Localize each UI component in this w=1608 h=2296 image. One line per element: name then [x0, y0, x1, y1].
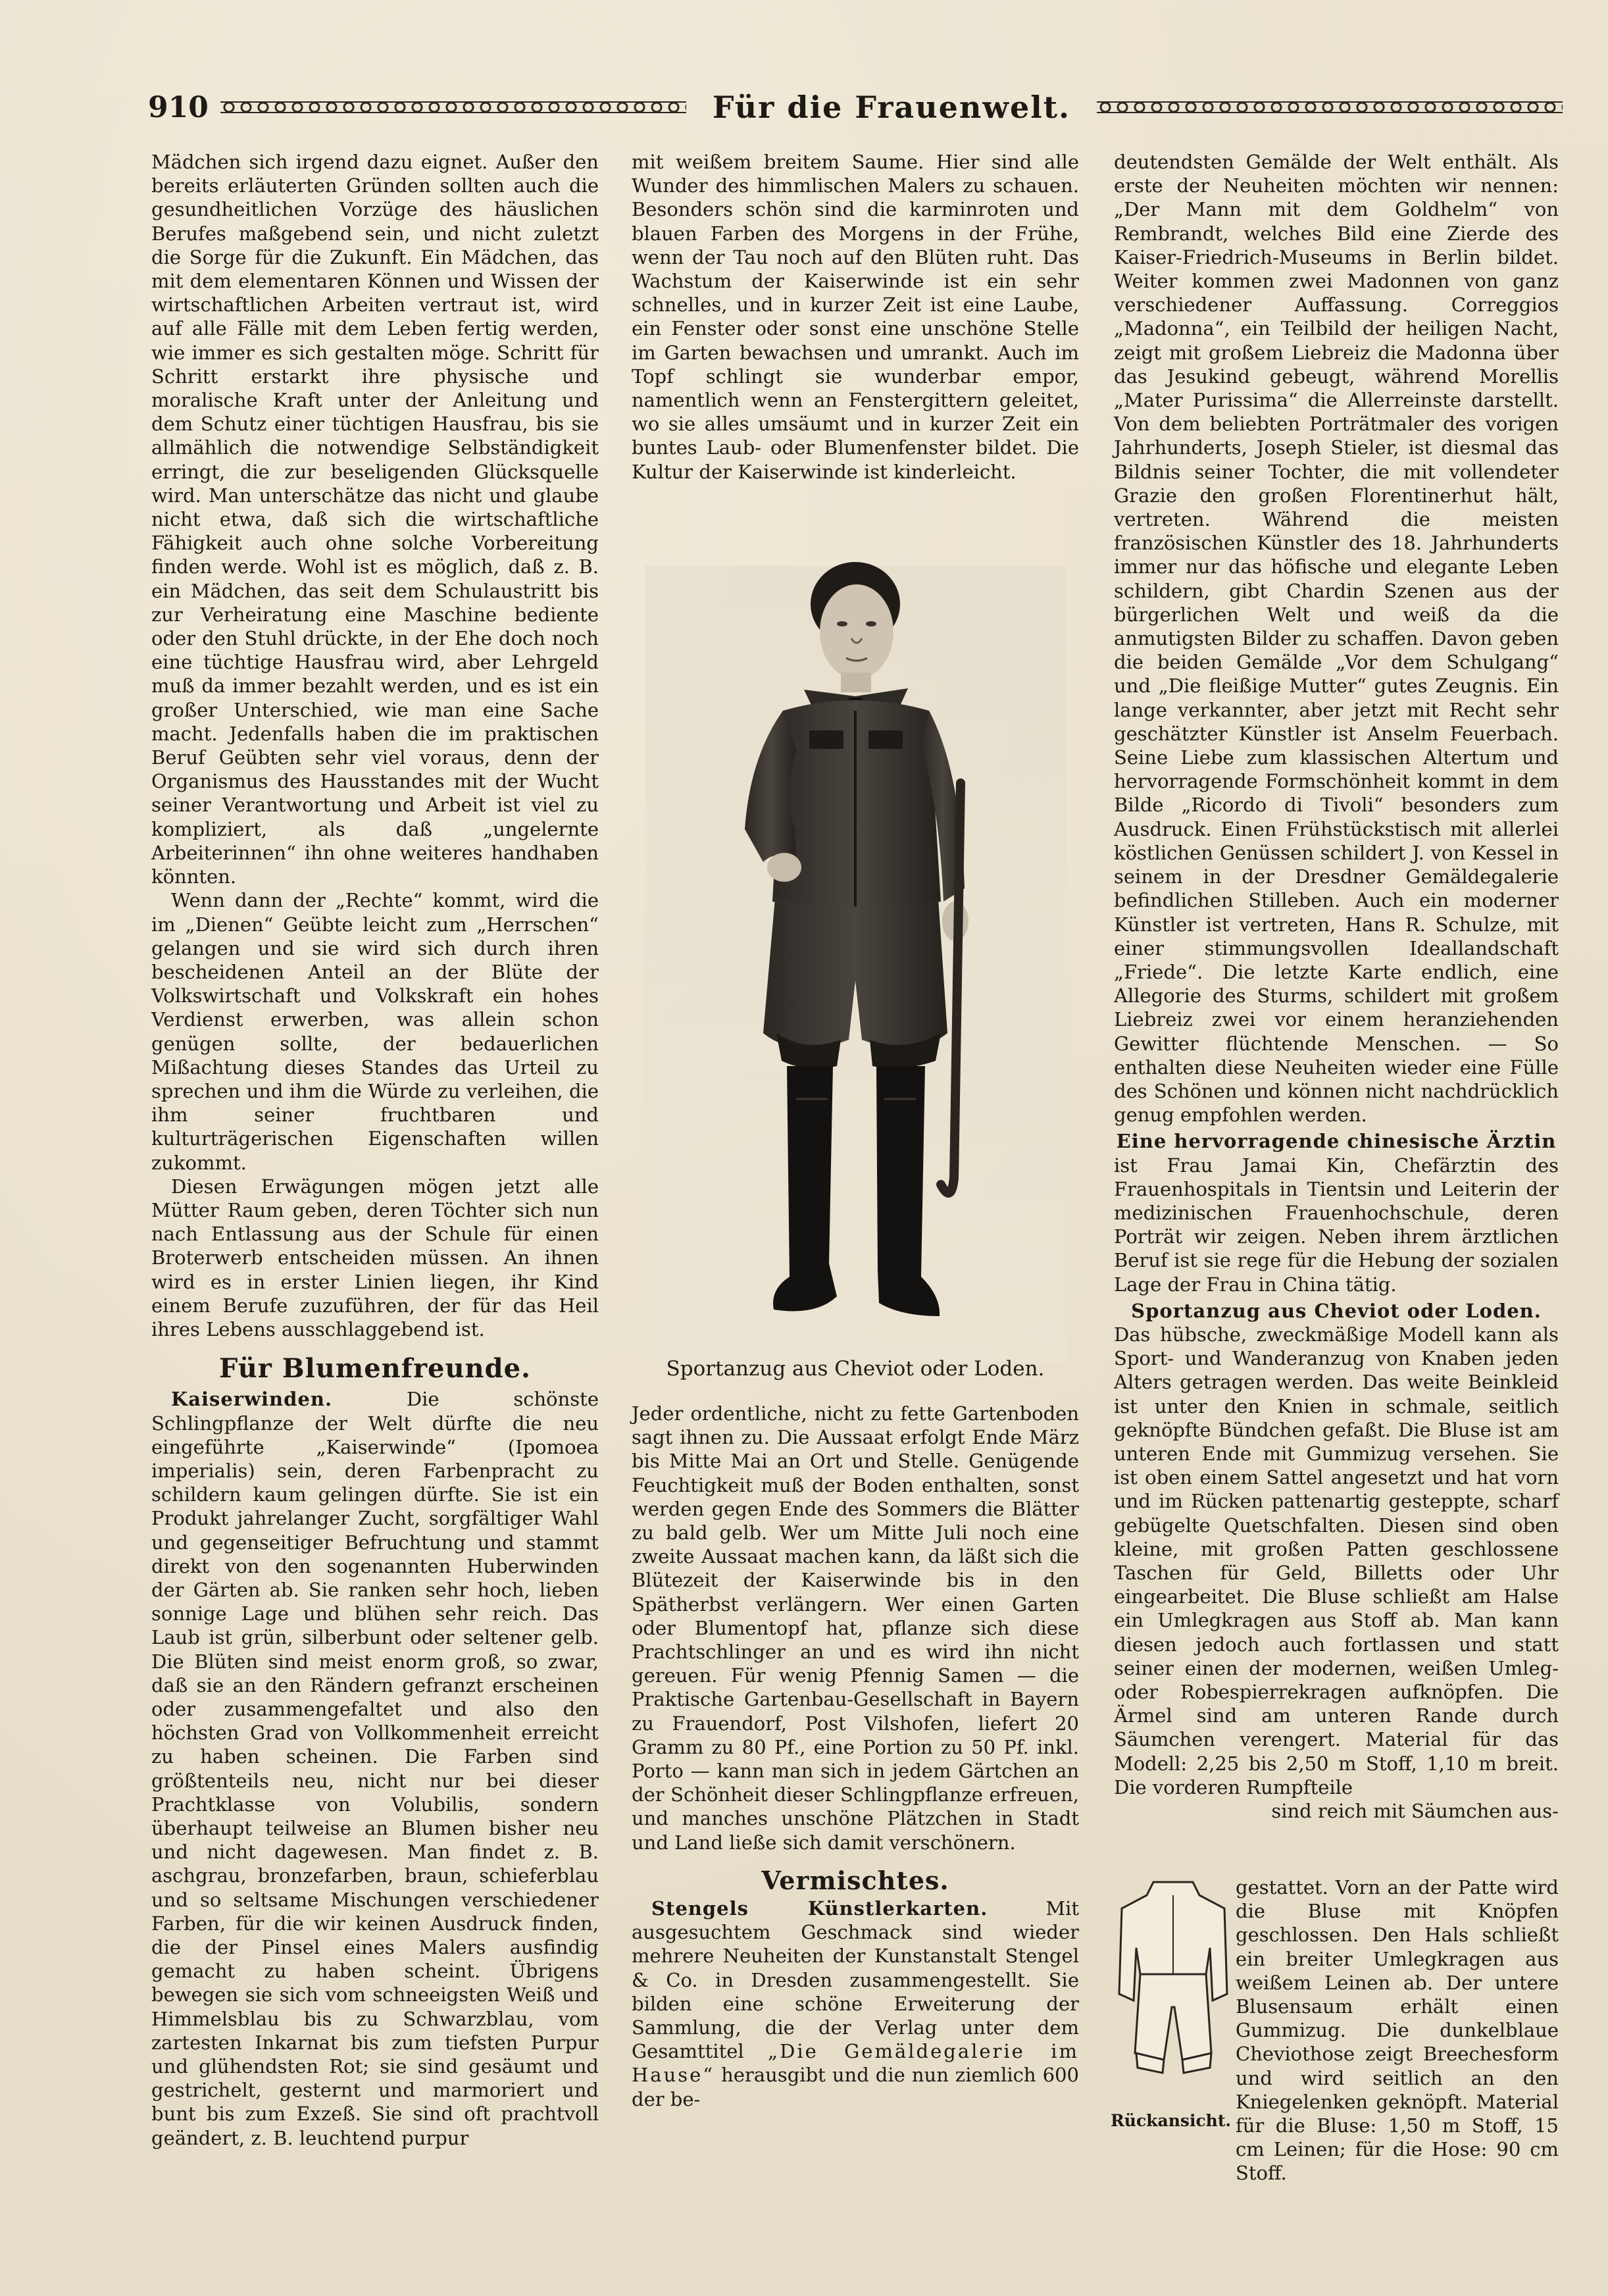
- run-in-heading: Stengels Künstlerkarten.: [651, 1897, 988, 1920]
- paragraph: [151, 1387, 599, 2150]
- paragraph: [632, 1897, 1079, 2111]
- paragraph: Mädchen sich irgend dazu eignet. Außer den bereits erläuterten Gründen sollten auch die gesundheitlichen Vorzüge des häuslichen Berufes maßgebend sein, und nicht zuletzt die Sorge für die Zukunft. Ein Mädchen, das mit dem elementaren Können und Wissen der wirtschaftlichen Arbeiten vertraut ist, wird auf alle Fälle mit dem Leben fertig werden, wie immer es sich gestalten möge. Schritt für Schritt erstarkt ihre physische und moralische Kraft unter der Anleitung und dem Schutz einer tüchtigen Hausfrau, bis sie allmählich die notwendige Selbständigkeit erringt, die zur beseligenden Glücksquelle wird. Man unterschätze das nicht und glaube nicht etwa, daß sich die wirtschaftliche Fähigkeit auch ohne solche Vorbereitung finden werde. Wohl ist es möglich, daß z. B. ein Mädchen, das seit dem Schulaustritt bis zur Verheiratung eine Maschine bediente oder den Stuhl drückte, in der Ehe doch noch eine tüchtige Hausfrau wird, aber Lehrgeld muß da immer bezahlt werden, und es ist ein großer Unterschied, wie man eine Sache macht. Jedenfalls haben die im praktischen Beruf Geübten sehr viel voraus, denn der Organismus des Hausstandes mit der Wucht seiner Verantwortung und Arbeit ist viel zu kompliziert, als daß „ungelernte Arbeiterinnen“ ihn ohne weiteres handhaben könnten.: [151, 151, 599, 888]
- column-2-bottom: [632, 1402, 1079, 2111]
- page-header: [148, 84, 1563, 130]
- column-1: [151, 150, 599, 2150]
- paragraph-line: sind reich mit Säumchen aus-: [1271, 1800, 1559, 1823]
- column-3-bottom-right: [1236, 1875, 1559, 2185]
- paragraph: gestattet. Vorn an der Patte wird die Bluse mit Knöpfen geschlossen. Den Hals schließt ein breiter Umlegkragen aus weißem Leinen ab. Der untere Blusensaum erhält einen Gummizug. Die dunkelblaue Cheviothose zeigt Breechesform und wird seitlich an den Kniegelenken geknöpft. Material für die Bluse: 1,50 m Stoff, 15 cm Leinen; für die Hose: 90 cm Stoff.: [1236, 1876, 1559, 2185]
- column-2-top: [632, 150, 1079, 484]
- back-view-caption: Rückansicht.: [1111, 2111, 1232, 2130]
- page-number: 910: [148, 90, 209, 124]
- paragraph-text: Mit ausgesuchtem Geschmack sind wieder mehrere Neuheiten der Kunstanstalt Stengel & Co. in Dresden zusammengestellt. Sie bilden eine schöne Erweiterung der Sammlung, die der Verlag unter dem Gesamttitel: [632, 1897, 1079, 2063]
- section-title-vermischtes: Vermischtes.: [761, 1865, 949, 1895]
- paragraph-text: Die schönste Schlingpflanze der Welt dürfte die neu eingeführte „Kaiserwinde“ (Ipomoea imperialis) sein, deren Farbenpracht zu schildern kaum gelingen dürfte. Sie ist ein Produkt jahrelanger Zucht, sorgfältiger Wahl und gegenseitiger Befruchtung und stammt direkt von den sogenannten Huberwinden der Gärten ab. Sie ranken sehr hoch, lieben sonnige Lage und blühen sehr reich. Das Laub ist grün, silberbunt oder seltener gelb. Die Blüten sind meist enorm groß, so zwar, daß sie an den Rändern gefranzt erscheinen oder zusammengefaltet und also den höchsten Grad von Vollkommenheit erreicht zu haben scheinen. Die Farben sind größtenteils neu, nicht nur bei dieser Prachtklasse von Volubilis, sondern überhaupt teilweise an Blumen bisher neu und nicht dagewesen. Man findet z. B. aschgrau, bronzefarben, braun, schieferblau und so seltsame Mischungen verschiedener Farben, für die wir keinen Ausdruck finden, die der Pinsel eines Malers ausfindig gemacht zu haben scheint. Übrigens bewegen sie sich vom schneeigsten Weiß und Himmelsblau bis zu Schwarzblau, vom zartesten Inkarnat bis zum tiefsten Purpur und glühendsten Rot; sie sind gesäumt und gestrichelt, gesternt und marmoriert und bunt bis zum Exzeß. Sie sind oft prachtvoll geändert, z. B. leuchtend purpur: [151, 1388, 599, 2149]
- back-view-illustration: [1114, 1875, 1232, 2112]
- column-3: [1114, 150, 1559, 1823]
- paragraph: deutendsten Gemälde der Welt enthält. Als erste der Neuheiten möchten wir nennen: „Der Mann mit dem Goldhelm“ von Rembrandt, welches Bild eine Zierde des Kaiser-Friedrich-Museums in Berlin bildet. Weiter kommen zwei Madonnen von ganz verschiedener Auffassung. Correggios „Madonna“, ein Teilbild der heiligen Nacht, zeigt mit großem Liebreiz die Madonna über das Jesukind gebeugt, während Morellis „Mater Purissima“ die Allerreinste darstellt. Von dem beliebten Porträtmaler des vorigen Jahrhunderts, Joseph Stieler, ist diesmal das Bildnis seiner Tochter, die mit vollendeter Grazie den großen Florentinerhut hält, vertreten. Während die meisten französischen Künstler des 18. Jahrhunderts immer nur das höfische und elegante Leben schildern, gibt Chardin Szenen aus der bürgerlichen Welt und weiß da die anmutigsten Bilder zu schaffen. Davon geben die beiden Gemälde „Vor dem Schulgang“ und „Die fleißige Mutter“ gutes Zeugnis. Ein lange verkannter, aber jetzt mit Recht sehr geschätzter Künstler ist Anselm Feuerbach. Seine Liebe zum klassischen Altertum und hervorragende Formschönheit kommt in dem Bilde „Ricordo di Tivoli“ besonders zum Ausdruck. Einen Frühstückstisch mit allerlei köstlichen Genüssen schildert J. von Kessel in seinem in der Dresdner Gemäldegalerie befindlichen Stilleben. Auch ein moderner Künstler ist vertreten, Hans R. Schulze, mit einer stimmungsvollen Ideallandschaft „Friede“. Die letzte Karte endlich, eine Allegorie des Sturms, schildert mit großem Liebreiz zwei vor einem heranziehenden Gewitter flüchtende Menschen. — So enthalten diese Neuheiten wieder eine Fülle des Schönen und können nicht nachdrücklich genug empfohlen werden.: [1114, 151, 1559, 1127]
- paragraph: Wenn dann der „Rechte“ kommt, wird die im „Dienen“ Geübte leicht zum „Herrschen“ gelangen und sie wird sich durch ihren bescheidenen Anteil an der Blüte der Volkswirtschaft und Volkskraft ein hohes Verdienst erwerben, was allein schon genügen sollte, der bedauerlichen Mißachtung dieses Standes das Urteil zu sprechen und ihm die Würde zu verleihen, die ihm seiner fruchtbaren und kulturträgerischen Eigenschaften willen zukommt.: [151, 889, 599, 1174]
- heading-sportanzug: Sportanzug aus Cheviot oder Loden.: [1131, 1299, 1542, 1322]
- running-title: Für die Frauenwelt.: [712, 89, 1070, 125]
- header-ornament-left: [220, 101, 686, 113]
- boy-sportsuit-illustration: [632, 520, 1079, 1389]
- collection-title: „Die Gemäldegalerie im Hause“: [632, 2040, 1079, 2087]
- paragraph: Jeder ordentliche, nicht zu fette Gartenboden sagt ihnen zu. Die Aussaat erfolgt Ende März bis Mitte Mai an Ort und Stelle. Genügende Feuchtigkeit muß der Boden enthalten, sonst werden gegen Ende des Sommers die Blätter zu bald gelb. Wer um Mitte Juli noch eine zweite Aussaat machen kann, da läßt sich die Blütezeit der Kaiserwinde bis in den Spätherbst verlängern. Wer einen Garten oder Blumentopf hat, pflanze sich diese Prachtschlinger an und es wird ihn nicht gereuen. Für wenig Pfennig Samen — die Praktische Gartenbau-Gesellschaft in Bayern zu Frauendorf, Post Vilshofen, liefert 20 Gramm zu 80 Pf., eine Portion zu 50 Pf. inkl. Porto — kann man sich in jedem Gärtchen an der Schönheit dieser Schlingpflanze erfreuen, und manches unschöne Plätzchen in Stadt und Land ließe sich damit verschönern.: [632, 1402, 1079, 1854]
- section-title-blumenfreunde: Für Blumenfreunde.: [219, 1353, 531, 1385]
- header-ornament-right: [1097, 101, 1563, 113]
- paragraph: mit weißem breitem Saume. Hier sind alle Wunder des himmlischen Malers zu schauen. Besonders schön sind die karminroten und blauen Farben des Morgens in der Frühe, wenn der Tau noch auf den Blüten ruht. Das Wachstum der Kaiserwinde ist ein sehr schnelles, und in kurzer Zeit ist eine Laube, ein Fenster oder sonst eine unschöne Stelle im Garten bewachsen und umrankt. Auch im Topf schlingt sie wunderbar empor, namentlich wenn an Fenstergittern geleitet, wo sie alles umsäumt und in kurzer Zeit ein buntes Laub- oder Blumenfenster bildet. Die Kultur der Kaiserwinde ist kinderleicht.: [632, 151, 1079, 483]
- paragraph: Das hübsche, zweckmäßige Modell kann als Sport- und Wanderanzug von Knaben jeden Alters getragen werden. Das weite Beinkleid ist unter den Knien in schmale, seitlich geknöpfte Bündchen gefaßt. Die Bluse ist am unteren Ende mit Gummizug versehen. Sie ist oben einem Sattel angesetzt und hat vorn und im Rücken pattenartig gesteppte, scharf gebügelte Quetschfalten. Diesen sind oben kleine, mit großen Patten geschlossene Taschen für Geld, Billetts oder Uhr eingearbeitet. Die Bluse schließt am Halse ein Umlegkragen aus Stoff ab. Man kann diesen jedoch auch fortlassen und statt seiner einen der modernen, weißen Umleg- oder Robespierrekragen aufknöpfen. Die Ärmel sind am unteren Rande durch Säumchen verengert. Material für das Modell: 2,25 bis 2,50 m Stoff, 1,10 m breit. Die vorderen Rumpfteile: [1114, 1323, 1559, 1799]
- run-in-heading: Kaiserwinden.: [171, 1388, 333, 1411]
- figure-caption: Sportanzug aus Cheviot oder Loden.: [666, 1357, 1045, 1381]
- paragraph: ist Frau Jamai Kin, Chefärztin des Frauenhospitals in Tientsin und Leiterin der medizinischen Frauenhochschule, deren Porträt wir zeigen. Neben ihrem ärztlichen Beruf ist sie rege für die Hebung der sozialen Lage der Frau in China tätig.: [1114, 1154, 1559, 1296]
- paragraph: Diesen Erwägungen mögen jetzt alle Mütter Raum geben, deren Töchter sich nun nach Entlassung aus der Schule für einen Broterwerb entscheiden müssen. An ihnen wird es in erster Linien liegen, ihr Kind einem Berufe zuzuführen, der für das Heil ihres Lebens ausschlaggebend ist.: [151, 1175, 599, 1340]
- paragraph-text: herausgibt und die nun ziemlich 600 der be-: [632, 2064, 1079, 2110]
- heading-chinese-doctor: Eine hervorragende chinesische Ärztin: [1116, 1130, 1557, 1153]
